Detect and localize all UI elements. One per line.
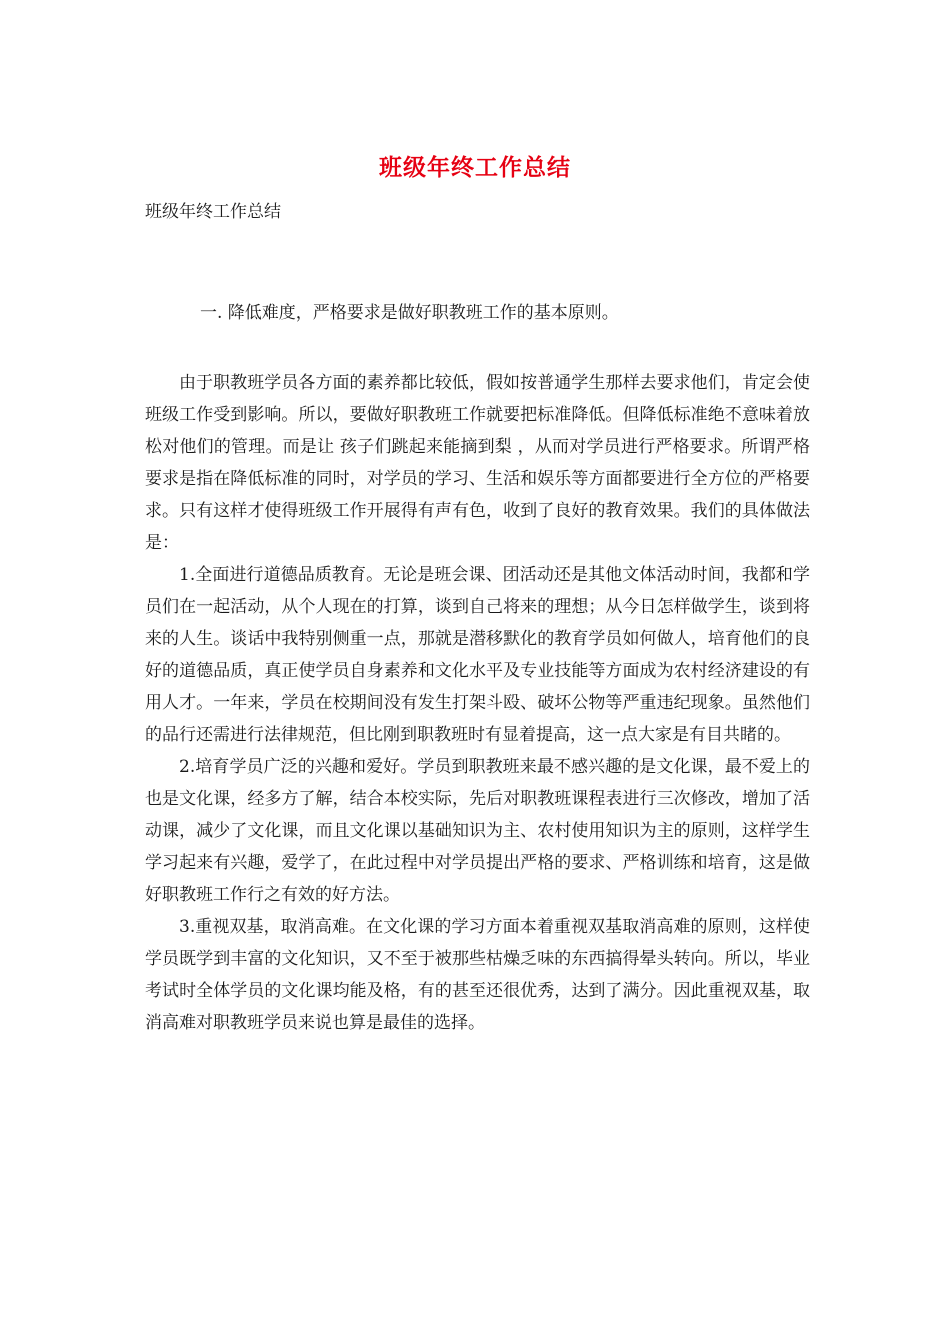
document-subtitle: 班级年终工作总结 [145,202,281,222]
body-paragraph-intro: 由于职教班学员各方面的素养都比较低，假如按普通学生那样去要求他们，肯定会使班级工作受到影响。所以，要做好职教班工作就要把标准降低。但降低标准绝不意味着放松对他们的管理。而是让 孩子们跳起来能摘到梨 ，从而对学员进行严格要求。所谓严格要求是指在降低标准的同时，对学员的学习、生活和娱乐等方面都要进行全方位的严格要求。只有这样才使得班级工作开展得有声有色，收到了良好的教育效果。我们的具体做法是： [145,373,810,553]
body-paragraph-item-1: 1.全面进行道德品质教育。无论是班会课、团活动还是其他文体活动时间，我都和学员们在一起活动，从个人现在的打算，谈到自己将来的理想；从今日怎样做学生，谈到将来的人生。谈话中我特别侧重一点，那就是潜移默化的教育学员如何做人，培育他们的良好的道德品质，真正使学员自身素养和文化水平及专业技能等方面成为农村经济建设的有用人才。一年来，学员在校期间没有发生打架斗殴、破坏公物等严重违纪现象。虽然他们的品行还需进行法律规范，但比刚到职教班时有显着提高，这一点大家是有目共睹的。 [145,565,810,745]
body-paragraph-item-2: 2.培育学员广泛的兴趣和爱好。学员到职教班来最不感兴趣的是文化课，最不爱上的也是文化课，经多方了解，结合本校实际，先后对职教班课程表进行三次修改，增加了活动课，减少了文化课，而且文化课以基础知识为主、农村使用知识为主的原则，这样学生学习起来有兴趣，爱学了，在此过程中对学员提出严格的要求、严格训练和培育，这是做好职教班工作行之有效的好方法。 [145,757,810,905]
document-body [145,367,810,1039]
section-heading: 一. 降低难度，严格要求是做好职教班工作的基本原则。 [200,303,619,323]
document-title: 班级年终工作总结 [379,154,571,181]
body-paragraph-item-3: 3.重视双基，取消高难。在文化课的学习方面本着重视双基取消高难的原则，这样使学员既学到丰富的文化知识，又不至于被那些枯燥乏味的东西搞得晕头转向。所以，毕业考试时全体学员的文化课均能及格，有的甚至还很优秀，达到了满分。因此重视双基，取消高难对职教班学员来说也算是最佳的选择。 [145,917,810,1033]
